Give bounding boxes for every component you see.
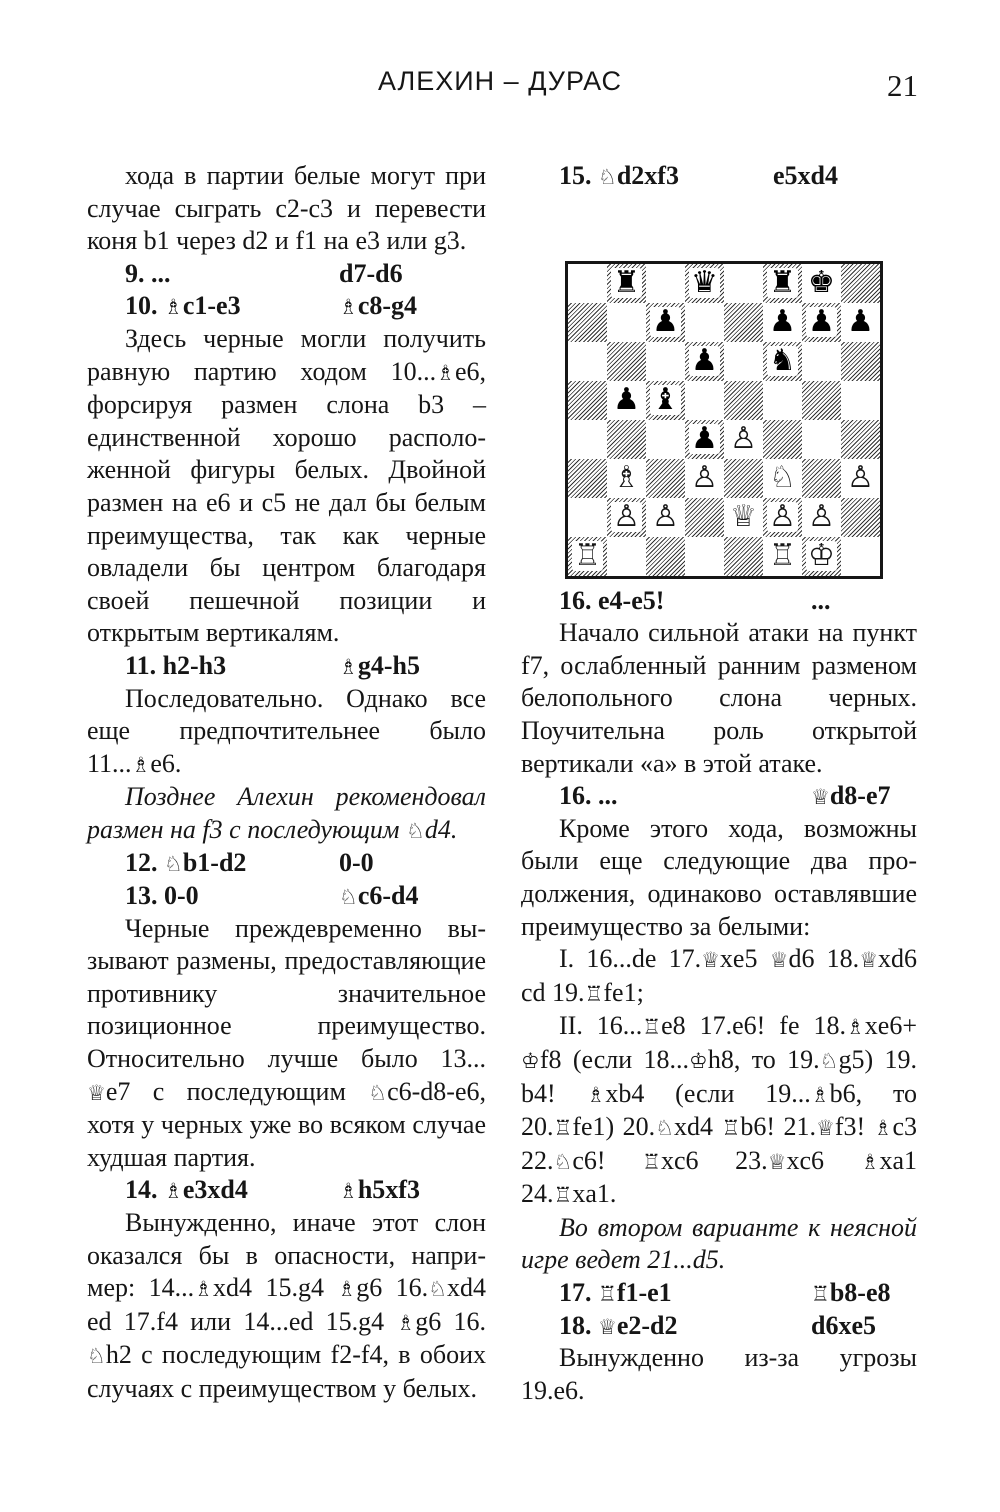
- white-move: 15. ♘d2xf3: [559, 161, 679, 190]
- board-square: [685, 342, 724, 381]
- chess-piece-icon: ♟: [652, 304, 679, 340]
- rook-icon: ♖: [598, 1282, 617, 1307]
- move-line: [521, 1277, 917, 1310]
- move-line: [87, 847, 486, 880]
- queen-icon: ♕: [598, 1314, 617, 1339]
- board-square: [568, 303, 607, 342]
- chess-board: [565, 261, 883, 579]
- board-square: [802, 264, 841, 303]
- board-square: [724, 264, 763, 303]
- board-square: [841, 264, 880, 303]
- white-move: 16. ...: [559, 781, 618, 811]
- white-move: 18. ♕e2-d2: [559, 1310, 678, 1340]
- running-header: АЛЕХИН – ДУРАС: [377, 66, 623, 96]
- knight-icon: ♘: [406, 818, 425, 843]
- board-square: [763, 342, 802, 381]
- board-square: [607, 498, 646, 537]
- chess-piece-icon: ♝: [652, 382, 679, 418]
- black-move: ♗c8-g4: [339, 291, 418, 321]
- paragraph: хода в партии белые могут при случае сыграть с2-с3 и перевести коня b1 через d2 и f1 на е3 или g3.: [87, 161, 486, 256]
- black-move: e5xd4: [773, 161, 838, 190]
- chess-piece-icon: ♟: [691, 421, 718, 457]
- italic-note: Во втором варианте к неясной игре ведет 21...d5.: [521, 1212, 917, 1275]
- black-move: ♗g4-h5: [339, 650, 420, 680]
- bishop-icon: ♗: [131, 752, 151, 777]
- board-square: [763, 420, 802, 459]
- board-square: [802, 459, 841, 498]
- board-square: [802, 498, 841, 537]
- black-move: d6xe5: [811, 1310, 876, 1340]
- board-square: [646, 459, 685, 498]
- left-column: [87, 160, 486, 1406]
- knight-icon: ♘: [164, 852, 183, 877]
- board-square: [568, 342, 607, 381]
- board-square: [763, 498, 802, 537]
- board-square: [646, 537, 685, 576]
- paragraph: Вынужденно, иначе этот слон оказался бы в опасности, например: 14...♗xd4 15.g4 ♗g6 16.♘xd4 ed 17.f4 или 14...ed 15.g4 ♗g6 16. ♘h2 с последующим f2-f4, в обоих случаях с преимуществом у белых.: [87, 1208, 487, 1403]
- bishop-icon: ♗: [339, 1179, 358, 1204]
- board-square: [646, 303, 685, 342]
- chess-piece-icon: ♙: [769, 499, 796, 535]
- bishop-icon: ♗: [164, 295, 183, 320]
- page-number: 21: [887, 68, 918, 103]
- piece-icon: ♕: [859, 948, 879, 973]
- board-square: [607, 420, 646, 459]
- italic-note: Позднее Алехин рекомендовал размен на f3 с последующим ♘d4.: [87, 782, 486, 844]
- move-line: [87, 290, 486, 323]
- piece-icon: ♕: [767, 1149, 787, 1174]
- piece-icon: ♗: [845, 1015, 865, 1040]
- black-move: ♗h5xf3: [339, 1175, 420, 1205]
- board-square: [724, 420, 763, 459]
- board-square: [607, 537, 646, 576]
- chess-piece-icon: ♗: [613, 460, 640, 496]
- chess-piece-icon: ♔: [808, 538, 835, 574]
- board-square: [685, 303, 724, 342]
- move-line: [87, 880, 486, 913]
- chess-piece-icon: ♟: [847, 304, 874, 340]
- paragraph: Здесь черные могли получить равную партию ходом 10...♗е6, форсируя размен слона b3 – единственной хорошо расположенной фигуры белых. Двойной размен на е6 и с5 не дал бы белым преимущества, так как черные овладели бы центром благодаря своей пешечной позиции и открытым вертикалям.: [87, 323, 486, 648]
- piece-icon: ♗: [860, 1149, 880, 1174]
- board-square: [841, 342, 880, 381]
- white-move: 16. e4-e5!: [559, 585, 665, 615]
- board-square: [607, 381, 646, 420]
- move-line: [521, 160, 917, 193]
- board-square: [646, 420, 685, 459]
- chess-piece-icon: ♙: [847, 460, 874, 496]
- piece-icon: ♘: [553, 1149, 573, 1174]
- white-move: 13. 0-0: [125, 881, 199, 911]
- piece-icon: ♗: [873, 1116, 893, 1141]
- move-line: [87, 1174, 486, 1207]
- board-square: [802, 420, 841, 459]
- black-move: ♕d8-e7: [811, 781, 891, 811]
- move-line: [521, 585, 917, 618]
- board-square: [607, 303, 646, 342]
- black-move: ...: [811, 585, 831, 615]
- bishop-icon: ♗: [164, 1179, 183, 1204]
- piece-icon: ♖: [584, 981, 604, 1006]
- board-square: [763, 264, 802, 303]
- board-square: [685, 459, 724, 498]
- piece-icon: ♕: [769, 948, 789, 973]
- chess-piece-icon: ♟: [808, 304, 835, 340]
- chess-piece-icon: ♙: [652, 499, 679, 535]
- board-square: [802, 537, 841, 576]
- board-square: [724, 381, 763, 420]
- chess-piece-icon: ♖: [574, 538, 601, 574]
- white-move: 9. ...: [125, 258, 171, 288]
- board-square: [685, 420, 724, 459]
- board-square: [568, 498, 607, 537]
- white-move: 17. ♖f1-e1: [559, 1278, 672, 1308]
- black-move: ♘c6-d4: [339, 881, 419, 911]
- piece-icon: ♖: [642, 1149, 661, 1174]
- piece-icon: ♖: [642, 1015, 662, 1040]
- board-square: [802, 381, 841, 420]
- piece-icon: ♗: [586, 1082, 606, 1107]
- bishop-icon: ♗: [339, 654, 358, 679]
- queen-icon: ♕: [87, 1080, 106, 1105]
- rook-icon: ♖: [811, 1282, 830, 1307]
- bishop-icon: ♗: [436, 360, 455, 385]
- knight-icon: ♘: [428, 1277, 448, 1302]
- board-square: [841, 537, 880, 576]
- right-column: [521, 160, 917, 1407]
- chess-piece-icon: ♟: [613, 382, 640, 418]
- board-square: [724, 498, 763, 537]
- board-square: [841, 303, 880, 342]
- white-move: 12. ♘b1-d2: [125, 848, 247, 878]
- knight-icon: ♘: [598, 165, 617, 189]
- bishop-icon: ♗: [194, 1277, 213, 1302]
- move-line: [87, 258, 486, 291]
- piece-icon: ♕: [816, 1116, 835, 1141]
- move-line: [521, 780, 917, 813]
- board-square: [568, 537, 607, 576]
- white-move: 10. ♗c1-e3: [125, 291, 241, 321]
- board-square: [607, 459, 646, 498]
- paragraph: Кроме этого хода, возможны были еще следующие два продолжения, одинаково оставлявшие преимущество за белыми:: [521, 813, 917, 941]
- board-square: [841, 381, 880, 420]
- board-square: [646, 498, 685, 537]
- chess-piece-icon: ♙: [730, 421, 757, 457]
- black-move: 0-0: [339, 848, 374, 878]
- bishop-icon: ♗: [337, 1277, 357, 1302]
- board-square: [646, 381, 685, 420]
- chess-piece-icon: ♚: [808, 265, 835, 301]
- chess-piece-icon: ♖: [769, 538, 796, 574]
- board-square: [568, 264, 607, 303]
- board-square: [568, 420, 607, 459]
- piece-icon: ♖: [721, 1116, 741, 1141]
- knight-icon: ♘: [87, 1344, 106, 1369]
- board-square: [685, 264, 724, 303]
- knight-icon: ♘: [339, 885, 358, 910]
- piece-icon: ♘: [655, 1116, 675, 1141]
- chess-piece-icon: ♕: [730, 499, 757, 535]
- paragraph: Последовательно. Однако все еще предпочтительнее было 11...♗е6.: [87, 683, 486, 778]
- paragraph: Вынужденно из-за угрозы 19.е6.: [521, 1343, 917, 1405]
- chess-piece-icon: ♙: [691, 460, 718, 496]
- board-square: [685, 381, 724, 420]
- chess-piece-icon: ♙: [808, 499, 835, 535]
- chess-piece-icon: ♟: [691, 343, 718, 379]
- board-square: [724, 303, 763, 342]
- variation-1: I. 16...de 17.♕xe5 ♕d6 18.♕xd6 cd 19.♖fe1;: [521, 944, 918, 1007]
- board-square: [568, 459, 607, 498]
- board-square: [763, 303, 802, 342]
- queen-icon: ♕: [811, 785, 830, 810]
- chess-piece-icon: ♛: [691, 265, 718, 301]
- paragraph: Черные преждевременно вызывают размены, предоставляющие противнику значительное позиционное преимущество. Относительно лучше было 13... ♕е7 с последующим ♘с6-d8-е6, хотя у черных уже во всяком случае худшая партия.: [87, 913, 486, 1172]
- board-square: [724, 537, 763, 576]
- chess-piece-icon: ♜: [613, 265, 640, 301]
- board-square: [685, 537, 724, 576]
- board-square: [841, 498, 880, 537]
- board-square: [724, 342, 763, 381]
- move-line: [521, 1310, 917, 1343]
- board-square: [724, 459, 763, 498]
- board-square: [568, 381, 607, 420]
- piece-icon: ♗: [810, 1082, 830, 1107]
- piece-icon: ♔: [689, 1048, 708, 1073]
- board-square: [685, 498, 724, 537]
- chess-piece-icon: ♘: [769, 460, 796, 496]
- board-square: [763, 381, 802, 420]
- black-move: ♖b8-e8: [811, 1278, 891, 1308]
- bishop-icon: ♗: [396, 1310, 416, 1335]
- board-square: [841, 420, 880, 459]
- board-square: [841, 459, 880, 498]
- move-line: [87, 650, 486, 683]
- board-square: [607, 264, 646, 303]
- chess-piece-icon: ♜: [769, 265, 796, 301]
- chess-piece-icon: ♟: [769, 304, 796, 340]
- black-move: d7-d6: [339, 258, 403, 288]
- chess-piece-icon: ♙: [613, 499, 640, 535]
- piece-icon: ♖: [553, 1116, 573, 1141]
- chess-piece-icon: ♞: [769, 343, 796, 379]
- chess-diagram: [521, 193, 917, 585]
- board-square: [646, 264, 685, 303]
- piece-icon: ♖: [553, 1183, 573, 1208]
- knight-icon: ♘: [368, 1080, 388, 1105]
- white-move: 14. ♗e3xd4: [125, 1175, 248, 1205]
- paragraph: Начало сильной атаки на пункт f7, ослабленный ранним разменом белопольного слона черных. Поучительна роль открытой вертикали «а» в этой атаке.: [521, 618, 917, 778]
- variation-2: II. 16...♖e8 17.e6! fe 18.♗xe6+ ♔f8 (если 18...♔h8, то 19.♘g5) 19. b4! ♗xb4 (если 19...♗b6, то 20.♖fe1) 20.♘xd4 ♖b6! 21.♕f3! ♗c3 22.♘c6! ♖xc6 23.♕xc6 ♗xa1 24.♖xa1.: [521, 1011, 918, 1209]
- board-square: [607, 342, 646, 381]
- board-square: [646, 342, 685, 381]
- board-square: [802, 303, 841, 342]
- board-square: [802, 342, 841, 381]
- white-move: 11. h2-h3: [125, 650, 227, 680]
- piece-icon: ♘: [819, 1048, 839, 1073]
- piece-icon: ♔: [521, 1048, 540, 1073]
- bishop-icon: ♗: [339, 295, 358, 320]
- board-square: [763, 459, 802, 498]
- board-square: [763, 537, 802, 576]
- piece-icon: ♕: [701, 948, 720, 973]
